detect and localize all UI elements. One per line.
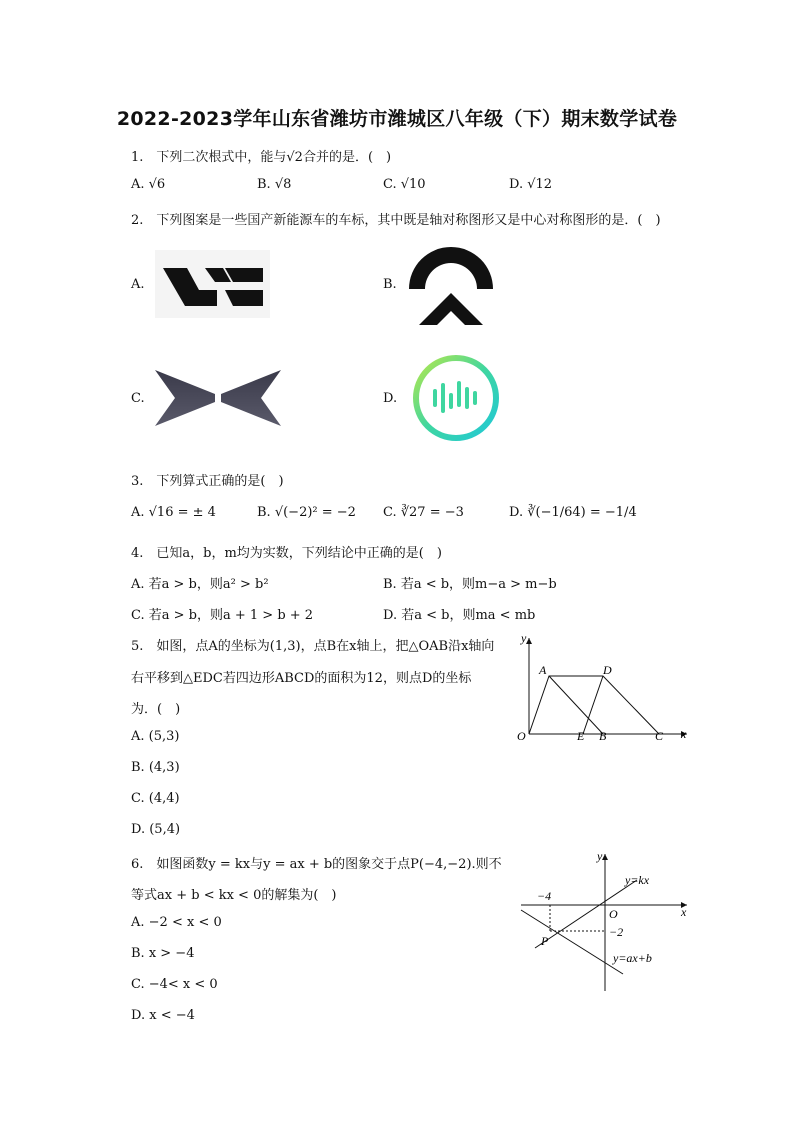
question-6-option-a: A. −2 < x < 0	[131, 915, 222, 930]
fig5-label-y: y	[521, 631, 527, 645]
fig5-label-x: x	[681, 727, 687, 741]
question-2-label-c: C.	[131, 391, 145, 406]
logo-c-image	[153, 368, 283, 428]
question-6-line-2: 等式ax + b < kx < 0的解集为( )	[131, 888, 337, 903]
fig6-label-p: P	[541, 934, 549, 948]
question-2-label-b: B.	[383, 277, 397, 292]
fig5-label-c: C	[655, 729, 664, 743]
logo-b-image	[405, 243, 497, 327]
fig6-label-minus2: −2	[609, 925, 624, 939]
question-1-option-d: D. √12	[509, 177, 553, 192]
question-5-option-c: C. (4,4)	[131, 791, 180, 806]
question-5-figure	[515, 632, 695, 744]
question-2-stem: 2. 下列图案是一些国产新能源车的车标，其中既是轴对称图形又是中心对称图形的是．( )	[131, 213, 661, 228]
fig6-label-o: O	[609, 907, 618, 921]
question-3-option-d: D. ∛(−1/64) = −1/4	[509, 505, 637, 520]
fig6-label-x: x	[681, 905, 687, 919]
question-6-figure	[515, 848, 695, 993]
question-1-option-c: C. √10	[383, 177, 426, 192]
question-3-option-c: C. ∛27 = −3	[383, 505, 464, 520]
fig5-label-a: A	[539, 663, 547, 677]
fig5-label-d: D	[603, 663, 612, 677]
question-1-option-b: B. √8	[257, 177, 292, 192]
question-5-option-a: A. (5,3)	[131, 729, 180, 744]
fig5-label-e: E	[577, 729, 585, 743]
question-5-line-3: 为．( )	[131, 702, 181, 717]
question-3-stem: 3. 下列算式正确的是( )	[131, 474, 284, 489]
question-3-option-a: A. √16 = ± 4	[131, 505, 216, 520]
logo-d-image	[411, 353, 501, 443]
question-5-option-d: D. (5,4)	[131, 822, 181, 837]
fig5-label-b: B	[599, 729, 607, 743]
question-4-option-b: B. 若a < b，则m−a > m−b	[383, 577, 557, 592]
fig6-label-y: y	[597, 849, 603, 863]
question-4-option-a: A. 若a > b，则a² > b²	[131, 577, 269, 592]
question-5-option-b: B. (4,3)	[131, 760, 180, 775]
question-4-option-d: D. 若a < b，则ma < mb	[383, 608, 536, 623]
fig6-label-minus4: −4	[537, 889, 552, 903]
question-2-label-a: A.	[131, 277, 145, 292]
question-5-line-2: 右平移到△EDC若四边形ABCD的面积为12，则点D的坐标	[131, 671, 472, 686]
fig6-label-ykx: y=kx	[625, 873, 650, 887]
question-4-option-c: C. 若a > b，则a + 1 > b + 2	[131, 608, 314, 623]
question-2-label-d: D.	[383, 391, 398, 406]
page-title: 2022-2023学年山东省潍坊市潍城区八年级（下）期末数学试卷	[116, 108, 678, 130]
question-1-stem: 1. 下列二次根式中，能与√2合并的是．( )	[131, 150, 392, 165]
question-6-option-d: D. x < −4	[131, 1008, 195, 1023]
question-6-option-b: B. x > −4	[131, 946, 195, 961]
question-1-option-a: A. √6	[131, 177, 166, 192]
logo-a-image	[155, 250, 270, 318]
question-3-option-b: B. √(−2)² = −2	[257, 505, 356, 520]
question-6-option-c: C. −4< x < 0	[131, 977, 218, 992]
fig6-label-yaxb: y=ax+b	[613, 951, 652, 965]
question-4-stem: 4. 已知a，b，m均为实数，下列结论中正确的是( )	[131, 546, 442, 561]
question-6-line-1: 6. 如图函数y = kx与y = ax + b的图象交于点P(−4,−2).则不	[131, 857, 502, 872]
question-5-line-1: 5. 如图，点A的坐标为(1,3)，点B在x轴上，把△OAB沿x轴向	[131, 639, 495, 654]
fig5-label-o: O	[517, 729, 526, 743]
